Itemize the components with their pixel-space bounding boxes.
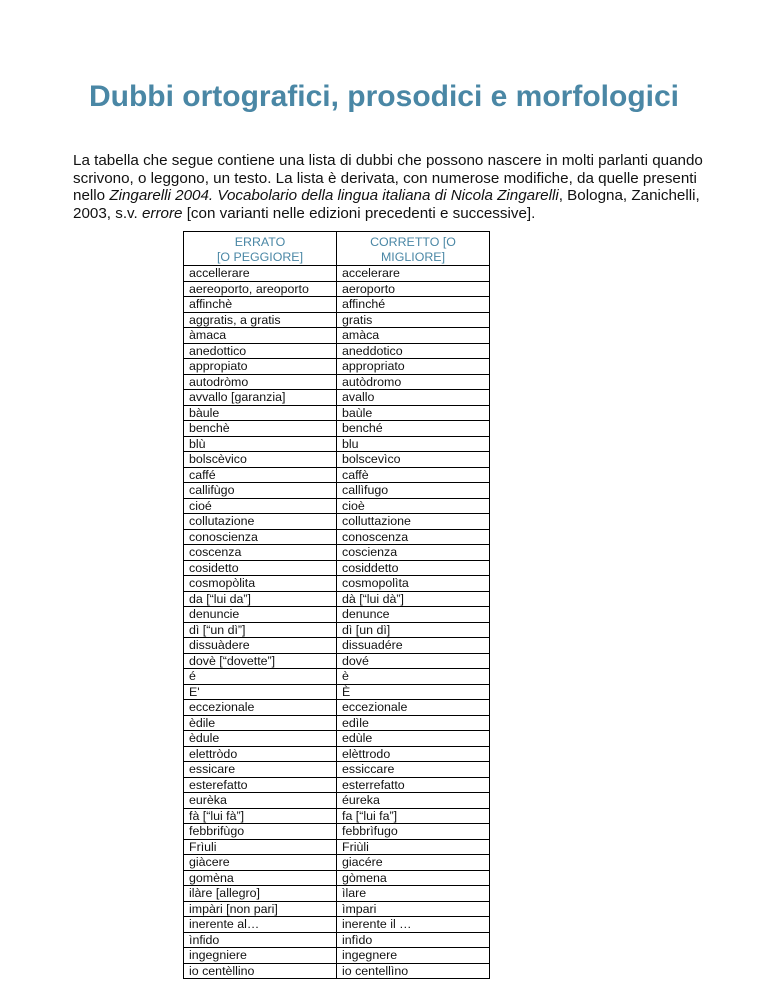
cell-wrong: Frìuli [184,839,337,855]
table-row [184,281,490,297]
cell-wrong: cosmopòlita [184,576,337,592]
cell-wrong: benchè [184,421,337,437]
table-row [184,700,490,716]
cell-wrong: dissuàdere [184,638,337,654]
table-row [184,638,490,654]
table-row [184,963,490,979]
cell-correct: giacére [337,855,490,871]
header-correct-line2: MIGLIORE] [380,249,446,264]
table-row [184,390,490,406]
intro-paragraph [73,152,703,222]
cell-correct: caffè [337,467,490,483]
spelling-table [183,231,490,979]
cell-correct: esterrefatto [337,777,490,793]
table-row [184,808,490,824]
table-row [184,669,490,685]
cell-wrong: blù [184,436,337,452]
table-row [184,731,490,747]
table-header-row [184,232,490,266]
cell-wrong: caffé [184,467,337,483]
table-row [184,948,490,964]
cell-correct: edìle [337,715,490,731]
cell-wrong: ilàre [allegro] [184,886,337,902]
table-row [184,932,490,948]
cell-correct: gòmena [337,870,490,886]
cell-correct: denunce [337,607,490,623]
cell-wrong: esterefatto [184,777,337,793]
table-row [184,498,490,514]
header-correct-line1: CORRETTO [O [370,235,456,249]
table-row [184,297,490,313]
table-row [184,839,490,855]
table-row [184,824,490,840]
cell-correct: éureka [337,793,490,809]
cell-correct: infìdo [337,932,490,948]
cell-correct: amàca [337,328,490,344]
cell-correct: avallo [337,390,490,406]
cell-wrong: bàule [184,405,337,421]
intro-entry-word: errore [141,204,183,222]
intro-text-3: [con varianti nelle edizioni precedenti e successive]. [182,204,536,222]
cell-wrong: àmaca [184,328,337,344]
cell-correct: dové [337,653,490,669]
cell-correct: inerente il … [337,917,490,933]
page-title: Dubbi ortografici, prosodici e morfologici [88,80,680,113]
cell-wrong: febbrifùgo [184,824,337,840]
cell-wrong: impàri [non pari] [184,901,337,917]
cell-wrong: aggratis, a gratis [184,312,337,328]
table-row [184,653,490,669]
cell-wrong: elettròdo [184,746,337,762]
table-row [184,777,490,793]
cell-wrong: avvallo [garanzia] [184,390,337,406]
cell-wrong: èdule [184,731,337,747]
cell-wrong: affinchè [184,297,337,313]
cell-correct: coscienza [337,545,490,561]
cell-correct: eccezionale [337,700,490,716]
cell-correct: ingegnere [337,948,490,964]
table-row [184,793,490,809]
cell-correct: è [337,669,490,685]
table-row [184,514,490,530]
cell-wrong: denuncie [184,607,337,623]
table-row [184,746,490,762]
cell-wrong: fà [“lui fà”] [184,808,337,824]
cell-correct: Friùli [337,839,490,855]
cell-wrong: anedottico [184,343,337,359]
cell-correct: edùle [337,731,490,747]
intro-text-1: La tabella che segue contiene una lista di dubbi che possono nascere in molti parlanti quando scrivono, o leggono, un testo. La lista è derivata, con numerose modifiche, da quelle presenti nello [73,152,703,204]
cell-wrong: cioé [184,498,337,514]
cell-wrong: ingegniere [184,948,337,964]
table-row [184,452,490,468]
cell-wrong: ìnfido [184,932,337,948]
cell-wrong: appropiato [184,359,337,375]
table-row [184,886,490,902]
table-row [184,917,490,933]
cell-wrong: callifùgo [184,483,337,499]
cell-wrong: giàcere [184,855,337,871]
cell-wrong: conoscienza [184,529,337,545]
cell-wrong: èdile [184,715,337,731]
cell-wrong: bolscèvico [184,452,337,468]
cell-correct: affinché [337,297,490,313]
table-row [184,266,490,282]
cell-correct: fa [“lui fa”] [337,808,490,824]
intro-text-2: , Bologna, Zanichelli, 2003, s.v. [73,187,700,222]
cell-correct: io centellìno [337,963,490,979]
cell-correct: elèttrodo [337,746,490,762]
table-row [184,421,490,437]
cell-correct: È [337,684,490,700]
cell-correct: bolscevìco [337,452,490,468]
cell-correct: autòdromo [337,374,490,390]
table-row [184,343,490,359]
cell-correct: cosmopolìta [337,576,490,592]
cell-wrong: inerente al… [184,917,337,933]
table-row [184,328,490,344]
table-row [184,870,490,886]
cell-wrong: E' [184,684,337,700]
cell-correct: ìlare [337,886,490,902]
header-wrong-line1: ERRATO [234,235,286,249]
cell-correct: aeroporto [337,281,490,297]
cell-correct: essiccare [337,762,490,778]
intro-book-title: Zingarelli 2004. Vocabolario della lingua italiana di Nicola Zingarelli [109,187,559,204]
cell-wrong: cosidetto [184,560,337,576]
table-body [184,266,490,979]
table-row [184,312,490,328]
cell-correct: colluttazione [337,514,490,530]
cell-correct: gratis [337,312,490,328]
cell-wrong: coscenza [184,545,337,561]
table-row [184,715,490,731]
cell-correct: aneddotico [337,343,490,359]
cell-wrong: accellerare [184,266,337,282]
table-row [184,622,490,638]
cell-correct: blu [337,436,490,452]
table-row [184,607,490,623]
header-correct [337,232,490,266]
cell-correct: febbrìfugo [337,824,490,840]
table-row [184,684,490,700]
table-row [184,529,490,545]
cell-correct: dì [un dì] [337,622,490,638]
cell-correct: appropriato [337,359,490,375]
cell-wrong: eccezionale [184,700,337,716]
cell-wrong: autodròmo [184,374,337,390]
table-row [184,576,490,592]
cell-wrong: da [“lui da”] [184,591,337,607]
cell-wrong: dì [“un dì”] [184,622,337,638]
table-row [184,545,490,561]
table-row [184,762,490,778]
cell-wrong: é [184,669,337,685]
table-row [184,359,490,375]
cell-wrong: collutazione [184,514,337,530]
cell-wrong: gomèna [184,870,337,886]
cell-correct: baùle [337,405,490,421]
cell-correct: accelerare [337,266,490,282]
header-wrong-line2: [O PEGGIORE] [216,249,304,264]
table-row [184,436,490,452]
cell-correct: dà [“lui dà”] [337,591,490,607]
table-row [184,901,490,917]
table-row [184,591,490,607]
cell-correct: ìmpari [337,901,490,917]
cell-correct: cioè [337,498,490,514]
table-row [184,483,490,499]
table-row [184,374,490,390]
table-row [184,560,490,576]
cell-wrong: eurèka [184,793,337,809]
cell-correct: dissuadére [337,638,490,654]
cell-correct: cosiddetto [337,560,490,576]
cell-wrong: io centèllino [184,963,337,979]
cell-wrong: dovè [“dovette”] [184,653,337,669]
cell-correct: conoscenza [337,529,490,545]
table-row [184,467,490,483]
cell-wrong: essicare [184,762,337,778]
table-row [184,855,490,871]
cell-wrong: aereoporto, areoporto [184,281,337,297]
cell-correct: benché [337,421,490,437]
header-wrong [184,232,337,266]
table-row [184,405,490,421]
cell-correct: callìfugo [337,483,490,499]
